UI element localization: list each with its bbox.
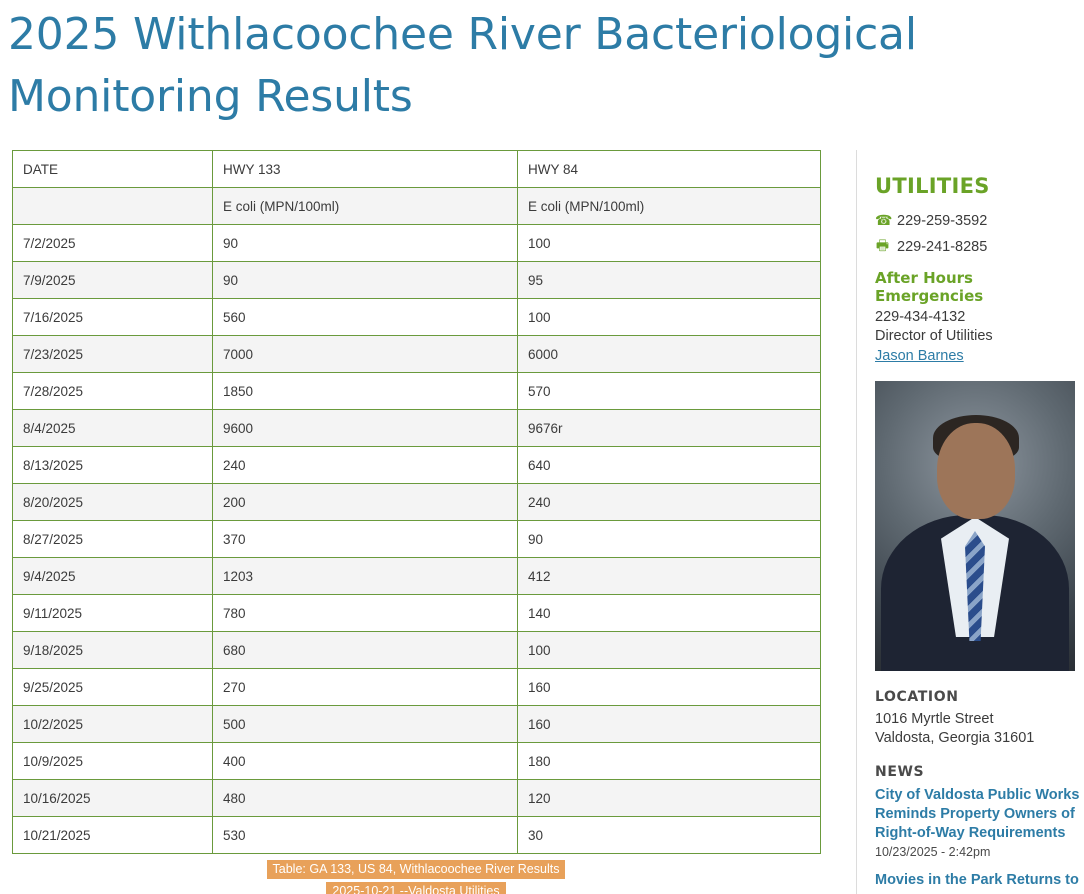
cell-hwy133: 480 xyxy=(213,780,518,817)
cell-date: 10/2/2025 xyxy=(13,706,213,743)
cell-date: 7/28/2025 xyxy=(13,373,213,410)
sidebar-heading-location: LOCATION xyxy=(875,689,959,705)
table-row xyxy=(13,780,821,817)
after-hours-label: After Hours Emergencies xyxy=(875,269,984,305)
cell-date: 7/16/2025 xyxy=(13,299,213,336)
cell-hwy133: 90 xyxy=(213,225,518,262)
table-row xyxy=(13,743,821,780)
table-row xyxy=(13,410,821,447)
cell-hwy84: 180 xyxy=(518,743,821,780)
director-portrait xyxy=(875,381,1075,671)
subheader-hwy84-units: E coli (MPN/100ml) xyxy=(518,188,821,225)
table-row xyxy=(13,225,821,262)
cell-hwy84: 140 xyxy=(518,595,821,632)
cell-hwy133: 500 xyxy=(213,706,518,743)
caption-line-1: Table: GA 133, US 84, Withlacoochee River Results xyxy=(267,860,566,879)
table-row xyxy=(13,706,821,743)
results-table xyxy=(12,150,821,854)
cell-hwy84: 90 xyxy=(518,521,821,558)
cell-hwy133: 530 xyxy=(213,817,518,854)
column-header-hwy133: HWY 133 xyxy=(213,151,518,188)
cell-date: 8/13/2025 xyxy=(13,447,213,484)
cell-hwy133: 780 xyxy=(213,595,518,632)
table-subheader-row xyxy=(13,188,821,225)
cell-hwy133: 1203 xyxy=(213,558,518,595)
address-line-2: Valdosta, Georgia 31601 xyxy=(875,730,1035,746)
sidebar xyxy=(856,150,1084,894)
news-item-link[interactable]: Movies in the Park Returns to xyxy=(875,872,1079,889)
cell-hwy84: 640 xyxy=(518,447,821,484)
results-table-body xyxy=(13,151,821,854)
results-table-container xyxy=(12,150,820,854)
cell-date: 9/4/2025 xyxy=(13,558,213,595)
cell-date: 8/27/2025 xyxy=(13,521,213,558)
cell-hwy133: 200 xyxy=(213,484,518,521)
table-row xyxy=(13,262,821,299)
cell-hwy133: 240 xyxy=(213,447,518,484)
cell-hwy84: 100 xyxy=(518,225,821,262)
phone-icon: ☎ xyxy=(875,212,893,228)
cell-date: 7/9/2025 xyxy=(13,262,213,299)
cell-date: 7/2/2025 xyxy=(13,225,213,262)
director-name-link[interactable]: Jason Barnes xyxy=(875,348,964,364)
sidebar-heading-utilities: UTILITIES xyxy=(875,174,990,198)
cell-hwy133: 90 xyxy=(213,262,518,299)
table-caption xyxy=(12,858,820,894)
cell-date: 9/25/2025 xyxy=(13,669,213,706)
after-hours-phone: 229-434-4132 xyxy=(875,309,966,325)
subheader-blank xyxy=(13,188,213,225)
cell-hwy133: 560 xyxy=(213,299,518,336)
cell-hwy84: 30 xyxy=(518,817,821,854)
table-row xyxy=(13,595,821,632)
caption-line-2: 2025-10-21 --Valdosta Utilities xyxy=(326,882,505,894)
cell-hwy84: 240 xyxy=(518,484,821,521)
cell-hwy84: 570 xyxy=(518,373,821,410)
cell-date: 10/16/2025 xyxy=(13,780,213,817)
cell-date: 7/23/2025 xyxy=(13,336,213,373)
table-header-row xyxy=(13,151,821,188)
column-header-hwy84: HWY 84 xyxy=(518,151,821,188)
cell-hwy133: 1850 xyxy=(213,373,518,410)
cell-date: 10/9/2025 xyxy=(13,743,213,780)
cell-date: 9/18/2025 xyxy=(13,632,213,669)
printer-icon: 🖶 xyxy=(875,237,890,253)
cell-hwy133: 370 xyxy=(213,521,518,558)
cell-hwy84: 160 xyxy=(518,706,821,743)
table-row xyxy=(13,336,821,373)
cell-date: 9/11/2025 xyxy=(13,595,213,632)
cell-date: 8/20/2025 xyxy=(13,484,213,521)
address-line-1: 1016 Myrtle Street xyxy=(875,711,994,727)
director-title: Director of Utilities xyxy=(875,328,993,344)
subheader-hwy133-units: E coli (MPN/100ml) xyxy=(213,188,518,225)
news-item-link[interactable]: City of Valdosta Public Works Reminds Property Owners of Right-of-Way Requirements xyxy=(875,787,1080,842)
cell-hwy84: 95 xyxy=(518,262,821,299)
cell-hwy84: 120 xyxy=(518,780,821,817)
table-row xyxy=(13,447,821,484)
page-title: 2025 Withlacoochee River Bacteriological Monitoring Results xyxy=(8,9,917,123)
sidebar-heading-news: NEWS xyxy=(875,764,925,780)
table-row xyxy=(13,669,821,706)
news-item-date: 10/23/2025 - 2:42pm xyxy=(875,845,991,860)
table-row xyxy=(13,817,821,854)
cell-hwy84: 100 xyxy=(518,632,821,669)
cell-hwy133: 9600 xyxy=(213,410,518,447)
utilities-phone: 229-259-3592 xyxy=(897,212,988,229)
table-row xyxy=(13,558,821,595)
cell-hwy84: 6000 xyxy=(518,336,821,373)
cell-hwy84: 160 xyxy=(518,669,821,706)
table-row xyxy=(13,484,821,521)
utilities-fax-row xyxy=(875,235,1084,259)
column-header-date: DATE xyxy=(13,151,213,188)
cell-hwy133: 680 xyxy=(213,632,518,669)
table-row xyxy=(13,373,821,410)
cell-hwy84: 9676r xyxy=(518,410,821,447)
cell-date: 10/21/2025 xyxy=(13,817,213,854)
cell-hwy84: 412 xyxy=(518,558,821,595)
cell-hwy133: 270 xyxy=(213,669,518,706)
cell-hwy84: 100 xyxy=(518,299,821,336)
cell-hwy133: 400 xyxy=(213,743,518,780)
table-row xyxy=(13,521,821,558)
utilities-phone-row xyxy=(875,212,1084,229)
utilities-fax: 229-241-8285 xyxy=(897,239,988,255)
cell-date: 8/4/2025 xyxy=(13,410,213,447)
table-row xyxy=(13,632,821,669)
table-row xyxy=(13,299,821,336)
portrait-face xyxy=(937,423,1015,519)
cell-hwy133: 7000 xyxy=(213,336,518,373)
